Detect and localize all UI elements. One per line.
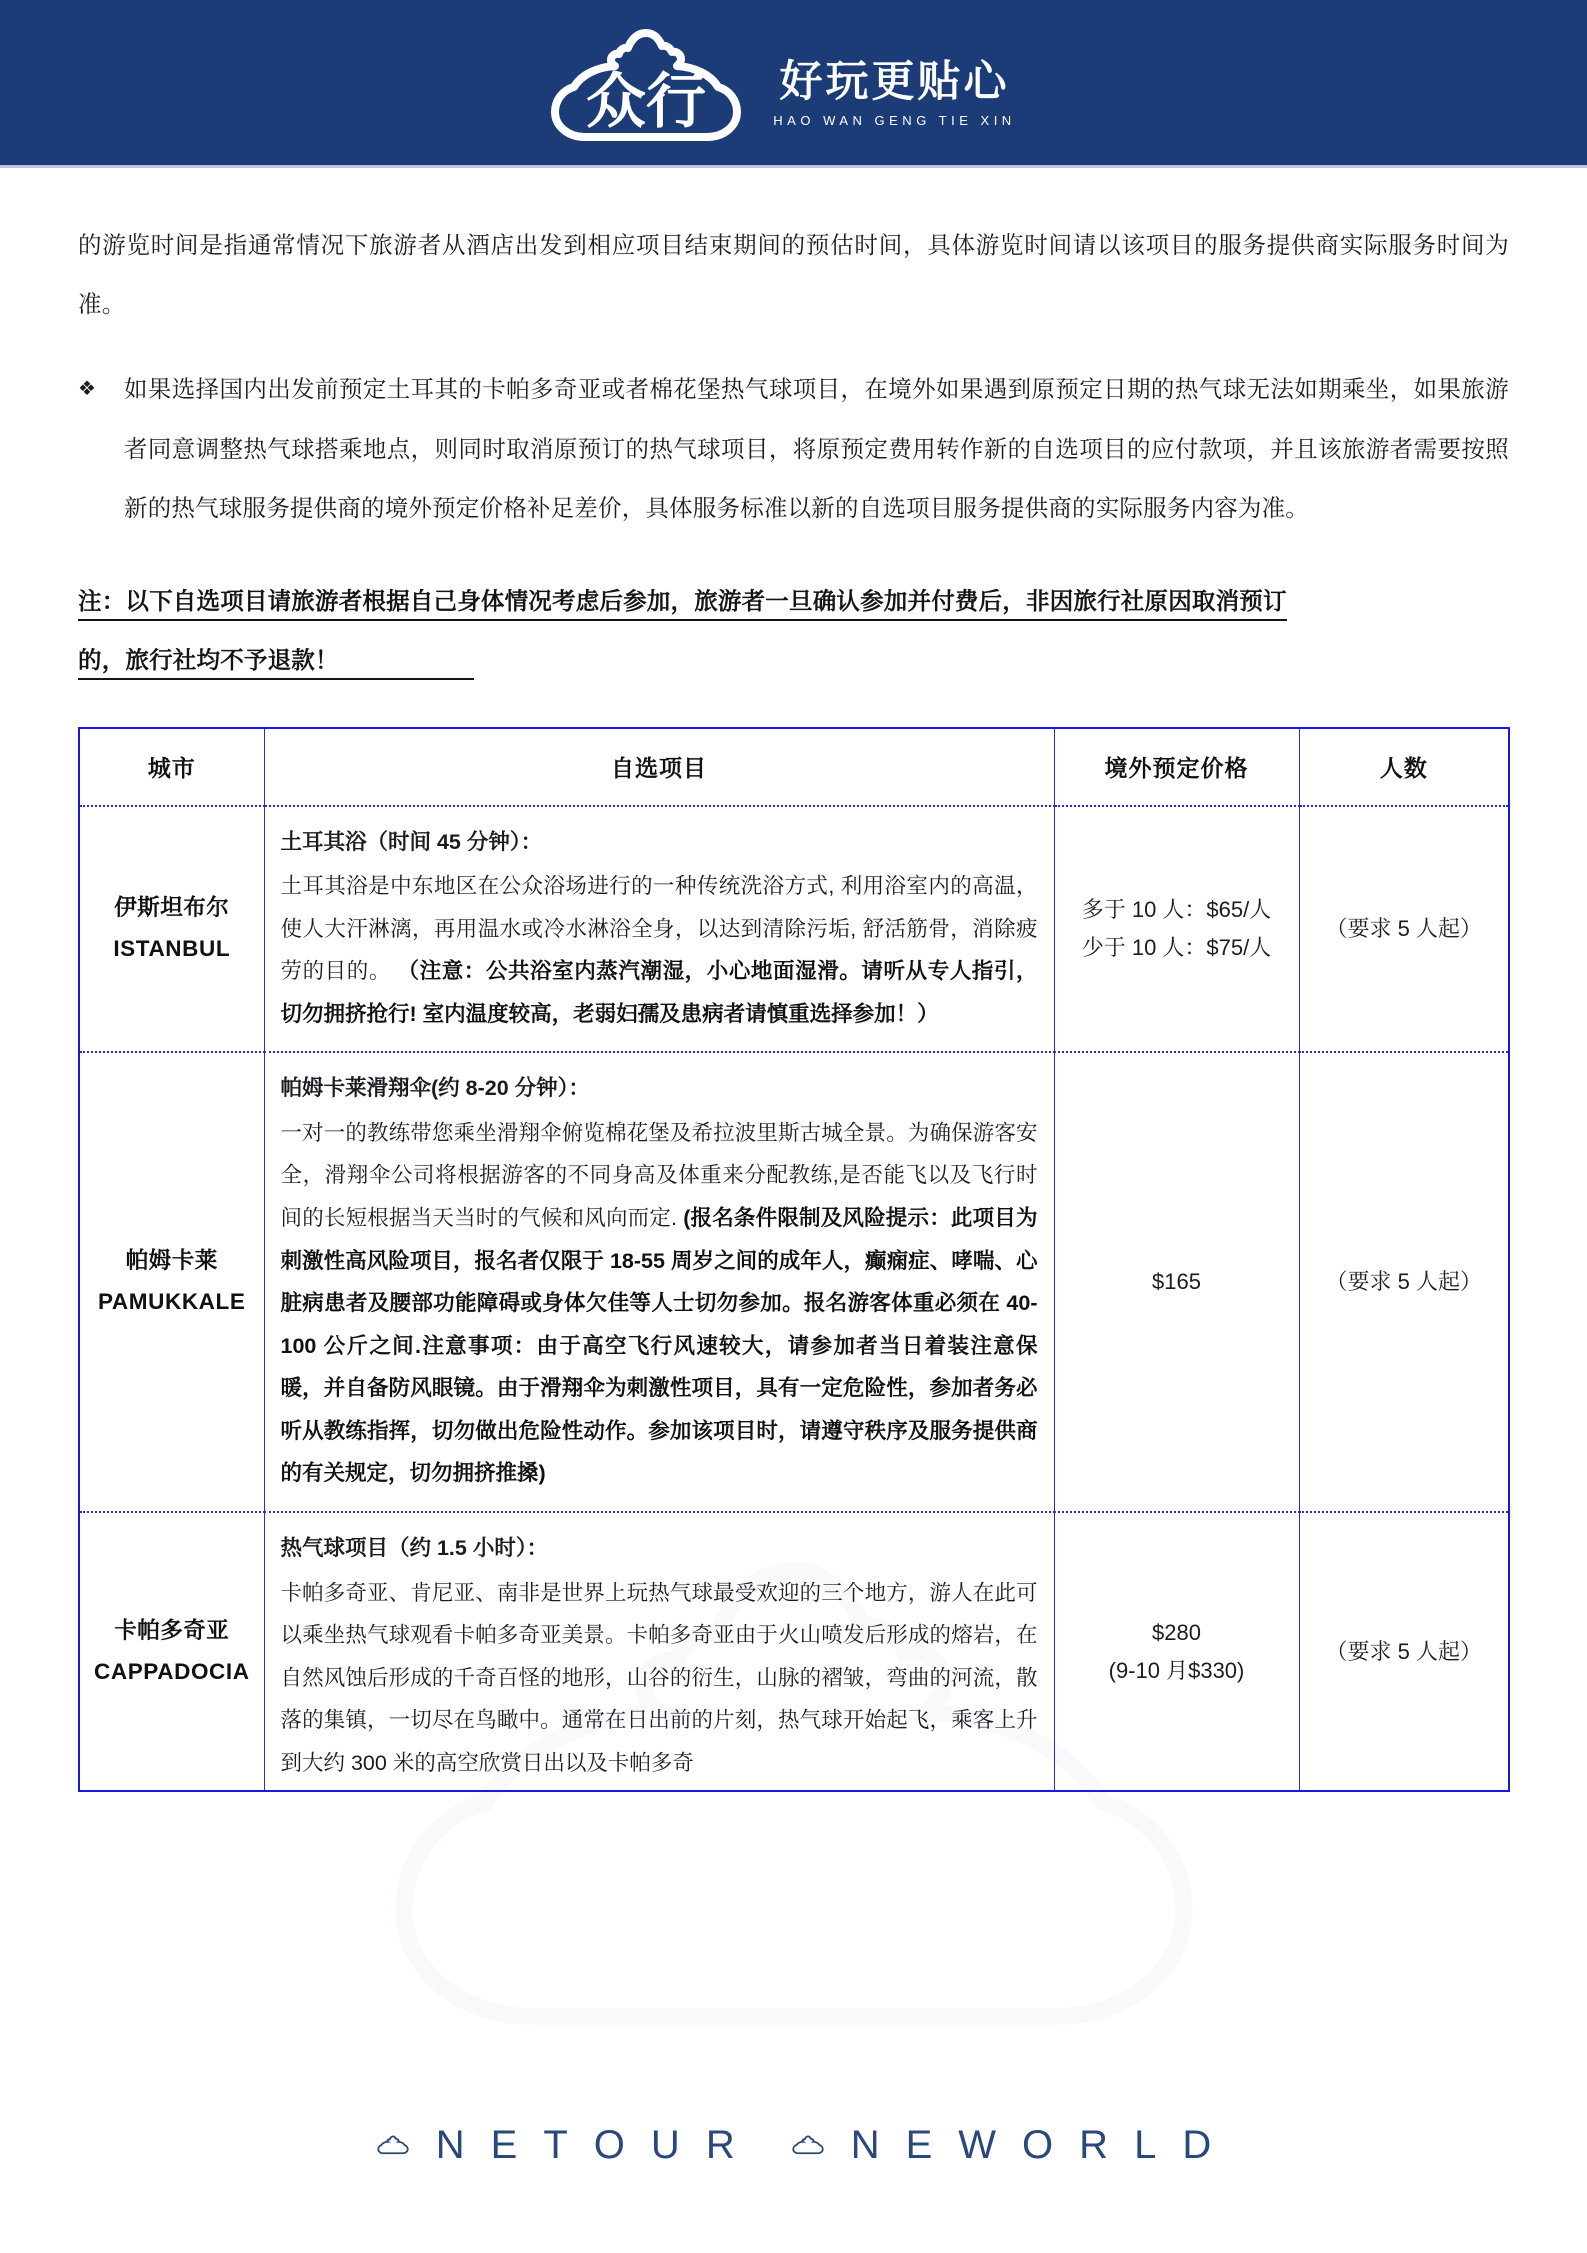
city-name-en: ISTANBUL: [113, 935, 231, 961]
price-line: $280: [1152, 1619, 1201, 1645]
footer-letter: O: [1022, 2123, 1054, 2167]
note-line-2-text: 的，旅行社均不予退款！: [78, 647, 474, 680]
city-name-cn: 伊斯坦布尔: [114, 895, 230, 920]
footer-letter: N: [435, 2123, 465, 2167]
city-name-en: PAMUKKALE: [98, 1289, 246, 1315]
optional-items-table: [78, 727, 1510, 1793]
column-header-price: 境外预定价格: [1054, 728, 1299, 806]
item-description: 土耳其浴是中东地区在公众浴场进行的一种传统洗浴方式, 利用浴室内的高温，使人大汗淋漓，再用温水或冷水淋浴全身，以达到清除污垢, 舒活筋骨，消除疲劳的目的。: [280, 874, 1038, 984]
cell-price: [1054, 1052, 1299, 1512]
logo-text: 众行: [586, 67, 707, 135]
cloud-logo-icon: [541, 27, 751, 145]
header-banner: [0, 0, 1587, 168]
important-note: [78, 572, 1509, 690]
footer-letter: U: [650, 2123, 680, 2167]
bullet-paragraph-text: 如果选择国内出发前预定土耳其的卡帕多奇亚或者棉花堡热气球项目，在境外如果遇到原预定日期的热气球无法如期乘坐，如果旅游者同意调整热气球搭乘地点，则同时取消原预订的热气球项目，将原预定费用转作新的自选项目的应付款项，并且该旅游者需要按照新的热气球服务提供商的境外预定价格补足差价，具体服务标准以新的自选项目服务提供商的实际服务内容为准。: [124, 376, 1509, 521]
item-title: 土耳其浴（时间 45 分钟）：: [280, 829, 543, 854]
cell-pax: [1299, 806, 1509, 1053]
page-footer: [0, 2045, 1587, 2245]
column-header-city: 城市: [79, 728, 264, 806]
footer-letter: N: [850, 2123, 880, 2167]
cell-item: [264, 806, 1054, 1053]
price-line: 少于 10 人：$75/人: [1081, 934, 1272, 960]
cell-city: [79, 1052, 264, 1512]
logo-pinyin: HAO WAN GENG TIE XIN: [773, 113, 1016, 128]
city-name-en: CAPPADOCIA: [94, 1658, 250, 1684]
footer-letter: E: [905, 2123, 933, 2167]
cell-city: [79, 1512, 264, 1791]
intro-paragraph: 的游览时间是指通常情况下旅游者从酒店出发到相应项目结束期间的预估时间，具体游览时间请以该项目的服务提供商实际服务时间为准。: [78, 232, 1509, 318]
table-row: [79, 1052, 1509, 1512]
cell-price: [1054, 1512, 1299, 1791]
cell-price: [1054, 806, 1299, 1053]
footer-letter: W: [958, 2123, 997, 2167]
footer-letter: D: [1182, 2123, 1212, 2167]
item-description: 卡帕多奇亚、肯尼亚、南非是世界上玩热气球最受欢迎的三个地方，游人在此可以乘坐热气球观看卡帕多奇亚美景。卡帕多奇亚由于火山喷发后形成的熔岩，在自然风蚀后形成的千奇百怪的地形，山谷的衍生，山脉的褶皱，弯曲的河流，散落的集镇，一切尽在鸟瞰中。通常在日出前的片刻，热气球开始起飞，乘客上升到大约 300 米的高空欣赏日出以及卡帕多奇: [280, 1580, 1038, 1775]
bullet-item: [78, 360, 1509, 538]
note-line-1-text: 注：以下自选项目请旅游者根据自己身体情况考虑后参加，旅游者一旦确认参加并付费后，非因旅行社原因取消预订: [78, 588, 1287, 621]
cell-item: [264, 1052, 1054, 1512]
note-line-2: [78, 631, 1509, 690]
footer-word-oneworld: [791, 2125, 1212, 2165]
pax-line: （要求 5 人起）: [1325, 1269, 1482, 1295]
city-name-cn: 卡帕多奇亚: [114, 1617, 230, 1643]
cell-pax: [1299, 1512, 1509, 1791]
item-description: 一对一的教练带您乘坐滑翔伞俯览棉花堡及希拉波里斯古城全景。为确保游客安全，滑翔伞公司将根据游客的不同身高及体重来分配教练,是否能飞以及飞行时间的长短根据当天当时的气候和风向而定.: [280, 1120, 1038, 1231]
item-title: 热气球项目（约 1.5 小时）：: [280, 1535, 549, 1560]
logo-slogan: 好玩更贴心: [779, 58, 1010, 106]
city-name-cn: 帕姆卡莱: [125, 1248, 218, 1274]
footer-letter: R: [1079, 2123, 1109, 2167]
pax-line: （要求 5 人起）: [1325, 1638, 1482, 1664]
note-line-1: [78, 572, 1509, 631]
footer-letter: T: [543, 2123, 568, 2167]
footer-letter: E: [490, 2123, 518, 2167]
cloud-letter-o-icon: [376, 2125, 410, 2165]
column-header-item: 自选项目: [264, 728, 1054, 806]
table-row: [79, 1512, 1509, 1791]
diamond-bullet-icon: ❖: [78, 378, 96, 401]
pax-line: （要求 5 人起）: [1325, 916, 1482, 942]
footer-word-onetour: [376, 2125, 735, 2165]
brand-logo: [541, 27, 1015, 145]
footer-letter: O: [593, 2123, 625, 2167]
price-line: 多于 10 人：$65/人: [1081, 897, 1272, 923]
cloud-letter-o-icon: [791, 2125, 825, 2165]
price-line: $165: [1152, 1269, 1201, 1295]
price-line: (9-10 月$330): [1108, 1657, 1245, 1683]
table-row: [79, 806, 1509, 1053]
cell-pax: [1299, 1052, 1509, 1512]
item-warning: （注意：公共浴室内蒸汽潮湿，小心地面湿滑。请听从专人指引，切勿拥挤抢行! 室内温度较高，老弱妇孺及患病者请慎重选择参加！）: [280, 959, 1038, 1026]
cell-item: [264, 1512, 1054, 1791]
item-title: 帕姆卡莱滑翔伞(约 8-20 分钟）：: [280, 1076, 590, 1101]
document-page: [0, 168, 1587, 1792]
cell-city: [79, 806, 264, 1053]
table-header-row: [79, 728, 1509, 806]
item-warning: (报名条件限制及风险提示：此项目为刺激性高风险项目，报名者仅限于 18-55 周岁之间的成年人，癫痫症、哮喘、心脏病患者及腰部功能障碍或身体欠佳等人士切勿参加。报名游客体重必须在 40-100 公斤之间.注意事项：由于高空飞行风速较大，请参加者当日着装注意保暖，并自备防风眼镜。由于滑翔伞为刺激性项目，具有一定危险性，参加者务必听从教练指挥，切勿做出危险性动作。参加该项目时，请遵守秩序及服务提供商的有关规定，切勿拥挤推搡): [280, 1206, 1038, 1486]
footer-letter: R: [705, 2123, 735, 2167]
footer-letter: L: [1134, 2123, 1157, 2167]
column-header-pax: 人数: [1299, 728, 1509, 806]
